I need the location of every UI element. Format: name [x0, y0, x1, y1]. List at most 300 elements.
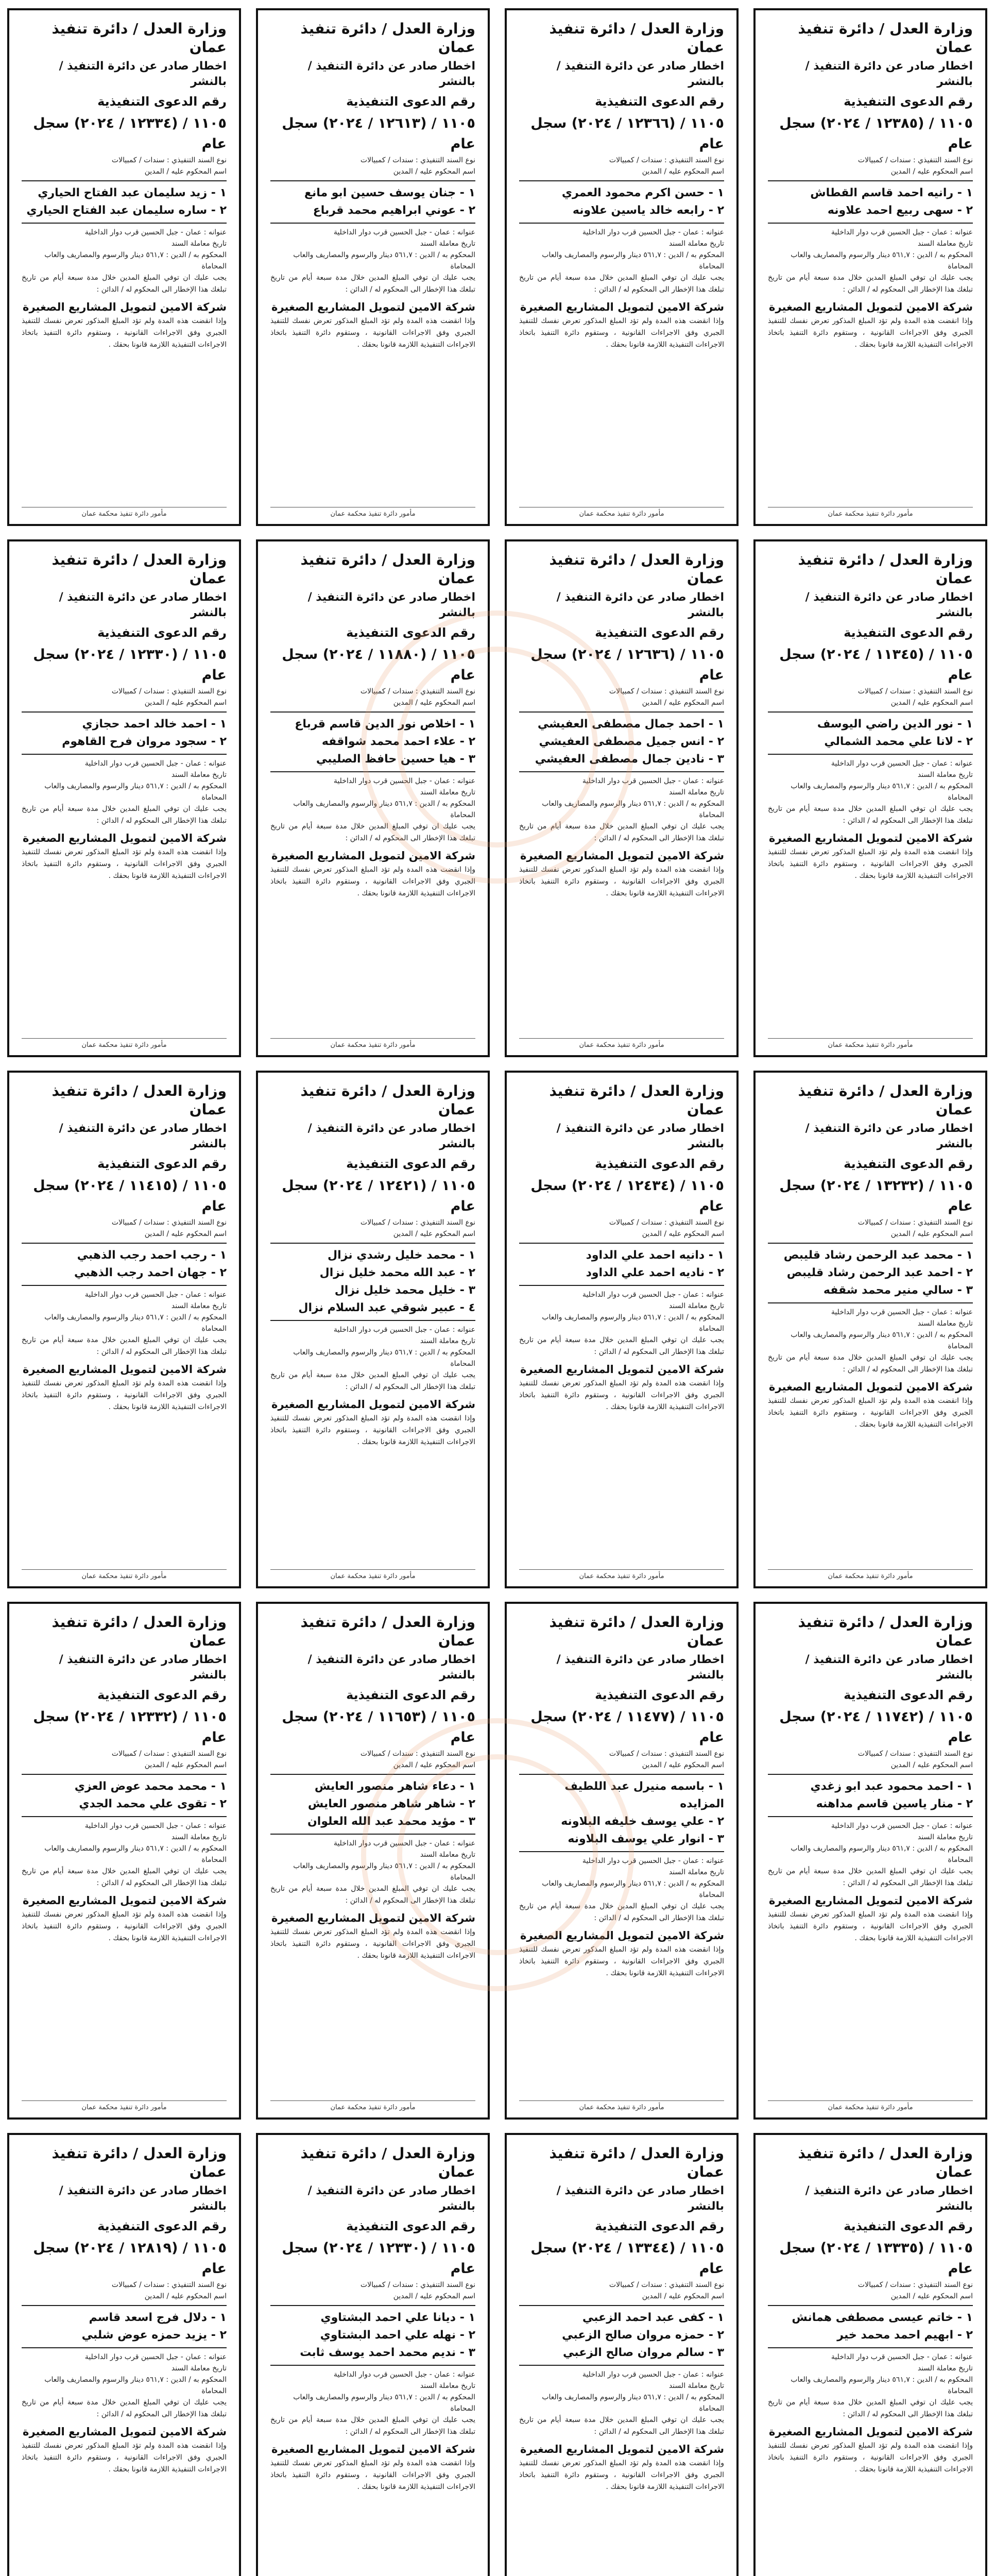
case-number-line [519, 113, 724, 155]
creditor-company: شركة الامين لتمويل المشاريع الصغيرة [271, 301, 475, 313]
case-number-line [22, 1176, 227, 1217]
case-number: ١١٠٥ / (١٢٣٣٠ / ٢٠٢٤) [74, 647, 227, 663]
debtor-name: ١ - نور الدين راضي اليوسف [817, 718, 973, 731]
body-text: يجب عليك ان توفي المبلغ المدين خلال مدة سبعة أيام من تاريخ تبلغك هذا الإخطار الى المحكوم له / الدائن : [22, 274, 227, 294]
divider [22, 711, 227, 713]
case-label: رقم الدعوى التنفيذية [844, 625, 973, 640]
debtor-name: ١ - رجب احمد رجب الذهبي [77, 1249, 227, 1262]
date-line: تاريخ معاملة السند [171, 771, 227, 779]
amount-line: المحكوم به / الدين : ٥٦١,٧ دينار والرسوم والمصاريف والعاب المحاماة [44, 1844, 227, 1864]
address-line: عنوانه : عمان - جبل الحسين قرب دوار الداخلية [333, 1839, 475, 1848]
divider [270, 711, 475, 713]
divider [519, 771, 724, 772]
debtor-names [519, 2309, 724, 2362]
debtor-name: ١ - احمد خالد احمد حجازي [82, 718, 227, 731]
amount-line: المحكوم به / الدين : ٥٦١,٧ دينار والرسوم والمصاريف والعاب المحاماة [542, 251, 724, 270]
debtor-names [519, 716, 724, 768]
debtor-name: ٣ - نديم محمد احمد يوسف ثابت [300, 2346, 475, 2359]
debtor-label: اسم المحكوم عليه / المدين [144, 699, 227, 707]
debtor-name: ٢ - انس جميل مصطفى العفيشي [539, 735, 724, 748]
amount-line: المحكوم به / الدين : ٥٦١,٧ دينار والرسوم والمصاريف والعاب المحاماة [44, 251, 227, 270]
creditor-company: شركة الامين لتمويل المشاريع الصغيرة [271, 2443, 475, 2455]
debtor-name: ٢ - ابهيم احمد محمد خير [837, 2329, 973, 2342]
body-text: يجب عليك ان توفي المبلغ المدين خلال مدة سبعة أيام من تاريخ تبلغك هذا الإخطار الى المحكوم له / الدائن : [768, 805, 973, 825]
notice-card [256, 539, 490, 1057]
debtor-names [768, 1247, 973, 1299]
notice-card [256, 2133, 490, 2576]
debtor-name: ٢ - علي يوسف خليفه البلاونه [561, 1815, 724, 1828]
notice-card [753, 2133, 987, 2576]
ministry-heading: وزارة العدل / دائرة تنفيذ عمان [549, 2145, 724, 2180]
body-text: يجب عليك ان توفي المبلغ المدين خلال مدة سبعة أيام من تاريخ تبلغك هذا الإخطار الى المحكوم له / الدائن : [519, 2416, 724, 2436]
date-line: تاريخ معاملة السند [171, 1302, 227, 1310]
notice-subheading: اخطار صادر عن دائرة التنفيذ / بالنشر [805, 2184, 973, 2213]
case-number-line [22, 1707, 227, 1748]
divider [22, 1285, 227, 1286]
address-line: عنوانه : عمان - جبل الحسين قرب دوار الداخلية [831, 2353, 973, 2361]
amount-line: المحكوم به / الدين : ٥٦١,٧ دينار والرسوم والمصاريف والعاب المحاماة [293, 1862, 475, 1882]
case-number-line [22, 645, 227, 686]
case-suffix: سجل عام [779, 115, 973, 152]
case-number: ١١٠٥ / (١٢٤٢١ / ٢٠٢٤) [322, 1178, 475, 1194]
debtor-label: اسم المحكوم عليه / المدين [890, 167, 973, 176]
amount-line: المحكوم به / الدين : ٥٦١,٧ دينار والرسوم والمصاريف والعاب المحاماة [791, 1844, 973, 1864]
case-number: ١١٠٥ / (١٣٣٤٤ / ٢٠٢٤) [571, 2240, 724, 2256]
debtor-names [22, 1778, 227, 1813]
ministry-heading: وزارة العدل / دائرة تنفيذ عمان [52, 20, 227, 56]
divider [270, 2365, 475, 2366]
ministry-heading: وزارة العدل / دائرة تنفيذ عمان [300, 551, 475, 587]
doc-type-line: نوع السند التنفيذي : سندات / كمبيالات [609, 1218, 724, 1227]
date-line: تاريخ معاملة السند [171, 1833, 227, 1841]
body-text: يجب عليك ان توفي المبلغ المدين خلال مدة سبعة أيام من تاريخ تبلغك هذا الإخطار الى المحكوم له / الدائن : [22, 1336, 227, 1356]
address-line: عنوانه : عمان - جبل الحسين قرب دوار الداخلية [831, 228, 973, 236]
ministry-heading: وزارة العدل / دائرة تنفيذ عمان [798, 20, 973, 56]
divider [22, 1816, 227, 1817]
creditor-company: شركة الامين لتمويل المشاريع الصغيرة [520, 301, 724, 313]
debtor-label: اسم المحكوم عليه / المدين [642, 1761, 724, 1769]
closing-text: وإذا انقضت هذه المدة ولم تؤد المبلغ المذكور تعرض نفسك للتنفيذ الجبري وفق الاجراءات القانونية ، وستقوم دائرة التنفيذ باتخاذ الاجراءات التنفيذية اللازمة قانونا بحقك . [519, 1945, 724, 1977]
debtor-name: ٢ - لانا علي محمد الشمالي [824, 735, 973, 748]
body-text: يجب عليك ان توفي المبلغ المدين خلال مدة سبعة أيام من تاريخ تبلغك هذا الإخطار الى المحكوم له / الدائن : [519, 274, 724, 294]
body-text: يجب عليك ان توفي المبلغ المدين خلال مدة سبعة أيام من تاريخ تبلغك هذا الإخطار الى المحكوم له / الدائن : [270, 2416, 475, 2436]
case-number: ١١٠٥ / (١١٧٤٢ / ٢٠٢٤) [820, 1709, 973, 1725]
debtor-name: ٢ - جهان احمد رجب الذهبي [74, 1266, 227, 1279]
case-suffix: سجل عام [282, 1178, 475, 1214]
case-label: رقم الدعوى التنفيذية [97, 94, 227, 109]
case-suffix: سجل عام [33, 1178, 227, 1214]
doc-type-line: نوع السند التنفيذي : سندات / كمبيالات [360, 687, 475, 696]
debtor-names [768, 2309, 973, 2344]
case-number: ١١٠٥ / (١٣٢٣٢ / ٢٠٢٤) [820, 1178, 973, 1194]
ministry-heading: وزارة العدل / دائرة تنفيذ عمان [52, 1614, 227, 1649]
closing-text: وإذا انقضت هذه المدة ولم تؤد المبلغ المذكور تعرض نفسك للتنفيذ الجبري وفق الاجراءات القانونية ، وستقوم دائرة التنفيذ باتخاذ الاجراءات التنفيذية اللازمة قانونا بحقك . [768, 1397, 973, 1429]
divider [22, 1774, 227, 1775]
debtor-names [270, 2309, 475, 2362]
debtor-name: ٣ - نادين جمال مصطفى العفيشي [535, 753, 724, 766]
creditor-company: شركة الامين لتمويل المشاريع الصغيرة [769, 1894, 973, 1907]
debtor-name: ٢ - ناديه احمد علي الداود [586, 1266, 724, 1279]
case-label: رقم الدعوى التنفيذية [346, 2219, 475, 2233]
divider [519, 1285, 724, 1286]
creditor-company: شركة الامين لتمويل المشاريع الصغيرة [769, 2426, 973, 2438]
divider [270, 1243, 475, 1244]
date-line: تاريخ معاملة السند [917, 240, 973, 248]
debtor-name: ١ - حسن اكرم محمود العمري [561, 187, 724, 199]
date-line: تاريخ معاملة السند [171, 2364, 227, 2372]
debtor-name: ١ - احمد جمال مصطفى العفيشي [537, 718, 724, 731]
doc-type-line: نوع السند التنفيذي : سندات / كمبيالات [360, 156, 475, 164]
amount-line: المحكوم به / الدين : ٥٦١,٧ دينار والرسوم والمصاريف والعاب المحاماة [542, 1879, 724, 1899]
debtor-names [519, 184, 724, 219]
debtor-name: ٢ - احمد عبد الرحمن رشاد قليبص [786, 1266, 973, 1279]
debtor-label: اسم المحكوم عليه / المدين [393, 1761, 475, 1769]
divider [270, 2305, 475, 2306]
case-label: رقم الدعوى التنفيذية [595, 2219, 724, 2233]
notice-card [753, 8, 987, 526]
amount-line: المحكوم به / الدين : ٥٦١,٧ دينار والرسوم والمصاريف والعاب المحاماة [791, 782, 973, 802]
divider [270, 1834, 475, 1835]
debtor-name: ١ - اخلاص نور الدين قاسم قرباع [295, 718, 475, 731]
creditor-company: شركة الامين لتمويل المشاريع الصغيرة [769, 1381, 973, 1393]
notice-subheading: اخطار صادر عن دائرة التنفيذ / بالنشر [805, 60, 973, 88]
divider [519, 1774, 724, 1775]
debtor-name: ٣ - سالي منير محمد شقفه [823, 1284, 973, 1297]
divider [22, 1243, 227, 1244]
body-text: يجب عليك ان توفي المبلغ المدين خلال مدة سبعة أيام من تاريخ تبلغك هذا الإخطار الى المحكوم له / الدائن : [768, 1353, 973, 1374]
divider [22, 180, 227, 181]
debtor-label: اسم المحكوم عليه / المدين [144, 1761, 227, 1769]
ministry-heading: وزارة العدل / دائرة تنفيذ عمان [549, 20, 724, 56]
debtor-name: ١ - ديانا علي احمد البشتاوي [320, 2311, 475, 2324]
debtor-names [22, 716, 227, 751]
debtor-name: ١ - دانيه احمد علي الداود [586, 1249, 724, 1262]
date-line: تاريخ معاملة السند [420, 1337, 475, 1345]
doc-type-line: نوع السند التنفيذي : سندات / كمبيالات [360, 1218, 475, 1227]
case-suffix: سجل عام [33, 115, 227, 152]
divider [768, 711, 973, 713]
creditor-company: شركة الامين لتمويل المشاريع الصغيرة [520, 1929, 724, 1942]
date-line: تاريخ معاملة السند [420, 240, 475, 248]
notice-card [753, 539, 987, 1057]
notice-subheading: اخطار صادر عن دائرة التنفيذ / بالنشر [307, 60, 475, 88]
case-label: رقم الدعوى التنفيذية [595, 94, 724, 109]
notice-subheading: اخطار صادر عن دائرة التنفيذ / بالنشر [59, 1122, 227, 1150]
notice-subheading: اخطار صادر عن دائرة التنفيذ / بالنشر [556, 60, 724, 88]
divider [270, 1774, 475, 1775]
divider [22, 754, 227, 755]
case-suffix: سجل عام [33, 2240, 227, 2277]
notice-card [505, 539, 739, 1057]
ministry-heading: وزارة العدل / دائرة تنفيذ عمان [300, 2145, 475, 2180]
debtor-names [270, 184, 475, 219]
debtor-name: ٢ - ساره سليمان عبد الفتاح الحياري [26, 204, 227, 217]
body-text: يجب عليك ان توفي المبلغ المدين خلال مدة سبعة أيام من تاريخ تبلغك هذا الإخطار الى المحكوم له / الدائن : [768, 2398, 973, 2418]
case-number-line [519, 1707, 724, 1748]
creditor-company: شركة الامين لتمويل المشاريع الصغيرة [769, 832, 973, 844]
notice-card [505, 2133, 739, 2576]
date-line: تاريخ معاملة السند [668, 788, 724, 796]
case-suffix: سجل عام [530, 115, 724, 152]
creditor-company: شركة الامين لتمويل المشاريع الصغيرة [23, 832, 227, 844]
divider [519, 2365, 724, 2366]
creditor-company: شركة الامين لتمويل المشاريع الصغيرة [520, 2443, 724, 2455]
closing-text: وإذا انقضت هذه المدة ولم تؤد المبلغ المذكور تعرض نفسك للتنفيذ الجبري وفق الاجراءات القانونية ، وستقوم دائرة التنفيذ باتخاذ الاجراءات التنفيذية اللازمة قانونا بحقك . [270, 1414, 475, 1446]
ministry-heading: وزارة العدل / دائرة تنفيذ عمان [549, 1082, 724, 1118]
closing-text: وإذا انقضت هذه المدة ولم تؤد المبلغ المذكور تعرض نفسك للتنفيذ الجبري وفق الاجراءات القانونية ، وستقوم دائرة التنفيذ باتخاذ الاجراءات التنفيذية اللازمة قانونا بحقك . [270, 1928, 475, 1960]
divider [22, 223, 227, 224]
creditor-company: شركة الامين لتمويل المشاريع الصغيرة [23, 301, 227, 313]
debtor-label: اسم المحكوم عليه / المدين [144, 1230, 227, 1238]
amount-line: المحكوم به / الدين : ٥٦١,٧ دينار والرسوم والمصاريف والعاب المحاماة [791, 251, 973, 270]
date-line: تاريخ معاملة السند [917, 771, 973, 779]
case-label: رقم الدعوى التنفيذية [346, 1688, 475, 1702]
ministry-heading: وزارة العدل / دائرة تنفيذ عمان [52, 551, 227, 587]
address-line: عنوانه : عمان - جبل الحسين قرب دوار الداخلية [333, 777, 475, 785]
address-line: عنوانه : عمان - جبل الحسين قرب دوار الداخلية [333, 2370, 475, 2379]
amount-line: المحكوم به / الدين : ٥٦١,٧ دينار والرسوم والمصاريف والعاب المحاماة [44, 782, 227, 802]
amount-line: المحكوم به / الدين : ٥٦١,٧ دينار والرسوم والمصاريف والعاب المحاماة [293, 251, 475, 270]
notice-card [256, 1071, 490, 1588]
case-number-line [768, 2238, 973, 2279]
debtor-names [270, 1778, 475, 1831]
notice-subheading: اخطار صادر عن دائرة التنفيذ / بالنشر [307, 1653, 475, 1682]
debtor-label: اسم المحكوم عليه / المدين [393, 167, 475, 176]
divider [768, 1774, 973, 1775]
date-line: تاريخ معاملة السند [171, 240, 227, 248]
divider [768, 1816, 973, 1817]
case-number: ١١٠٥ / (١١٣٤٥ / ٢٠٢٤) [820, 647, 973, 663]
case-number-line [22, 113, 227, 155]
body-text: يجب عليك ان توفي المبلغ المدين خلال مدة سبعة أيام من تاريخ تبلغك هذا الإخطار الى المحكوم له / الدائن : [22, 2398, 227, 2418]
divider [270, 223, 475, 224]
case-number-line [768, 1176, 973, 1217]
debtor-label: اسم المحكوم عليه / المدين [642, 1230, 724, 1238]
closing-text: وإذا انقضت هذه المدة ولم تؤد المبلغ المذكور تعرض نفسك للتنفيذ الجبري وفق الاجراءات القانونية ، وستقوم دائرة التنفيذ باتخاذ الاجراءات التنفيذية اللازمة قانونا بحقك . [22, 2442, 227, 2473]
notice-footer: مأمور دائرة تنفيذ محكمة عمان [768, 1569, 973, 1581]
notice-card [505, 1071, 739, 1588]
creditor-company: شركة الامين لتمويل المشاريع الصغيرة [23, 1363, 227, 1376]
case-label: رقم الدعوى التنفيذية [97, 1157, 227, 1171]
notice-footer: مأمور دائرة تنفيذ محكمة عمان [270, 2100, 475, 2112]
doc-type-line: نوع السند التنفيذي : سندات / كمبيالات [609, 1750, 724, 1758]
divider [768, 223, 973, 224]
case-number-line [22, 2238, 227, 2279]
notice-subheading: اخطار صادر عن دائرة التنفيذ / بالنشر [556, 591, 724, 619]
body-text: يجب عليك ان توفي المبلغ المدين خلال مدة سبعة أيام من تاريخ تبلغك هذا الإخطار الى المحكوم له / الدائن : [768, 1867, 973, 1887]
body-text: يجب عليك ان توفي المبلغ المدين خلال مدة سبعة أيام من تاريخ تبلغك هذا الإخطار الى المحكوم له / الدائن : [270, 1371, 475, 1391]
case-number-line [270, 645, 475, 686]
debtor-names [270, 1247, 475, 1317]
date-line: تاريخ معاملة السند [668, 240, 724, 248]
debtor-label: اسم المحكوم عليه / المدين [393, 2292, 475, 2300]
case-suffix: سجل عام [530, 1709, 724, 1745]
closing-text: وإذا انقضت هذه المدة ولم تؤد المبلغ المذكور تعرض نفسك للتنفيذ الجبري وفق الاجراءات القانونية ، وستقوم دائرة التنفيذ باتخاذ الاجراءات التنفيذية اللازمة قانونا بحقك . [768, 848, 973, 880]
notice-card [753, 1602, 987, 2120]
ministry-heading: وزارة العدل / دائرة تنفيذ عمان [798, 1082, 973, 1118]
notice-card [7, 2133, 241, 2576]
body-text: يجب عليك ان توفي المبلغ المدين خلال مدة سبعة أيام من تاريخ تبلغك هذا الإخطار الى المحكوم له / الدائن : [768, 274, 973, 294]
debtor-names [768, 184, 973, 219]
case-number-line [768, 1707, 973, 1748]
doc-type-line: نوع السند التنفيذي : سندات / كمبيالات [857, 2281, 973, 2289]
debtor-name: ٢ - حمزه مروان صالح الزعبي [562, 2329, 724, 2342]
amount-line: المحكوم به / الدين : ٥٦١,٧ دينار والرسوم والمصاريف والعاب المحاماة [293, 800, 475, 819]
debtor-name: ١ - جنان يوسف حسين ابو مانع [304, 187, 475, 199]
body-text: يجب عليك ان توفي المبلغ المدين خلال مدة سبعة أيام من تاريخ تبلغك هذا الإخطار الى المحكوم له / الدائن : [22, 1867, 227, 1887]
notice-card [256, 8, 490, 526]
divider [519, 2305, 724, 2306]
debtor-label: اسم المحكوم عليه / المدين [144, 2292, 227, 2300]
case-suffix: سجل عام [33, 647, 227, 683]
debtor-names [22, 1247, 227, 1282]
closing-text: وإذا انقضت هذه المدة ولم تؤد المبلغ المذكور تعرض نفسك للتنفيذ الجبري وفق الاجراءات القانونية ، وستقوم دائرة التنفيذ باتخاذ الاجراءات التنفيذية اللازمة قانونا بحقك . [519, 2459, 724, 2491]
notice-footer: مأمور دائرة تنفيذ محكمة عمان [519, 2100, 724, 2112]
debtor-names [270, 716, 475, 768]
doc-type-line: نوع السند التنفيذي : سندات / كمبيالات [360, 1750, 475, 1758]
address-line: عنوانه : عمان - جبل الحسين قرب دوار الداخلية [831, 759, 973, 768]
notice-card [7, 539, 241, 1057]
case-number: ١١٠٥ / (١١٦٥٣ / ٢٠٢٤) [322, 1709, 475, 1725]
debtor-name: ٢ - سهى ربيع احمد علاونه [827, 204, 973, 217]
debtor-name: ٢ - عبد الله محمد خليل نزال [319, 1266, 475, 1279]
debtor-name: ١ - دعاء شاهر منصور العايش [314, 1780, 475, 1793]
ministry-heading: وزارة العدل / دائرة تنفيذ عمان [300, 20, 475, 56]
debtor-name: ١ - محمد محمد عوض العزي [74, 1780, 227, 1793]
case-number: ١١٠٥ / (١٢٣٨٥ / ٢٠٢٤) [820, 115, 973, 131]
address-line: عنوانه : عمان - جبل الحسين قرب دوار الداخلية [84, 759, 227, 768]
divider [768, 1243, 973, 1244]
ministry-heading: وزارة العدل / دائرة تنفيذ عمان [52, 2145, 227, 2180]
divider [519, 180, 724, 181]
debtor-names [22, 2309, 227, 2344]
ministry-heading: وزارة العدل / دائرة تنفيذ عمان [798, 2145, 973, 2180]
debtor-label: اسم المحكوم عليه / المدين [890, 1230, 973, 1238]
case-label: رقم الدعوى التنفيذية [346, 94, 475, 109]
case-suffix: سجل عام [779, 1709, 973, 1745]
address-line: عنوانه : عمان - جبل الحسين قرب دوار الداخلية [333, 1326, 475, 1334]
case-label: رقم الدعوى التنفيذية [844, 2219, 973, 2233]
ministry-heading: وزارة العدل / دائرة تنفيذ عمان [798, 1614, 973, 1649]
divider [768, 754, 973, 755]
divider [270, 771, 475, 772]
closing-text: وإذا انقضت هذه المدة ولم تؤد المبلغ المذكور تعرض نفسك للتنفيذ الجبري وفق الاجراءات القانونية ، وستقوم دائرة التنفيذ باتخاذ الاجراءات التنفيذية اللازمة قانونا بحقك . [22, 848, 227, 880]
closing-text: وإذا انقضت هذه المدة ولم تؤد المبلغ المذكور تعرض نفسك للتنفيذ الجبري وفق الاجراءات القانونية ، وستقوم دائرة التنفيذ باتخاذ الاجراءات التنفيذية اللازمة قانونا بحقك . [519, 317, 724, 349]
divider [519, 1243, 724, 1244]
closing-text: وإذا انقضت هذه المدة ولم تؤد المبلغ المذكور تعرض نفسك للتنفيذ الجبري وفق الاجراءات القانونية ، وستقوم دائرة التنفيذ باتخاذ الاجراءات التنفيذية اللازمة قانونا بحقك . [22, 317, 227, 349]
debtor-label: اسم المحكوم عليه / المدين [393, 699, 475, 707]
notice-footer: مأمور دائرة تنفيذ محكمة عمان [22, 2100, 227, 2112]
case-number-line [270, 1707, 475, 1748]
debtor-name: ١ - رانيه احمد قاسم القطاش [810, 187, 973, 199]
closing-text: وإذا انقضت هذه المدة ولم تؤد المبلغ المذكور تعرض نفسك للتنفيذ الجبري وفق الاجراءات القانونية ، وستقوم دائرة التنفيذ باتخاذ الاجراءات التنفيذية اللازمة قانونا بحقك . [519, 1379, 724, 1411]
notice-subheading: اخطار صادر عن دائرة التنفيذ / بالنشر [59, 60, 227, 88]
closing-text: وإذا انقضت هذه المدة ولم تؤد المبلغ المذكور تعرض نفسك للتنفيذ الجبري وفق الاجراءات القانونية ، وستقوم دائرة التنفيذ باتخاذ الاجراءات التنفيذية اللازمة قانونا بحقك . [22, 1379, 227, 1411]
doc-type-line: نوع السند التنفيذي : سندات / كمبيالات [111, 156, 227, 164]
amount-line: المحكوم به / الدين : ٥٦١,٧ دينار والرسوم والمصاريف والعاب المحاماة [542, 2393, 724, 2413]
debtor-names [768, 1778, 973, 1813]
closing-text: وإذا انقضت هذه المدة ولم تؤد المبلغ المذكور تعرض نفسك للتنفيذ الجبري وفق الاجراءات القانونية ، وستقوم دائرة التنفيذ باتخاذ الاجراءات التنفيذية اللازمة قانونا بحقك . [768, 317, 973, 349]
case-suffix: سجل عام [779, 1178, 973, 1214]
doc-type-line: نوع السند التنفيذي : سندات / كمبيالات [857, 156, 973, 164]
doc-type-line: نوع السند التنفيذي : سندات / كمبيالات [111, 1750, 227, 1758]
debtor-name: ١ - كفى عبد احمد الزعبي [582, 2311, 724, 2324]
closing-text: وإذا انقضت هذه المدة ولم تؤد المبلغ المذكور تعرض نفسك للتنفيذ الجبري وفق الاجراءات القانونية ، وستقوم دائرة التنفيذ باتخاذ الاجراءات التنفيذية اللازمة قانونا بحقك . [768, 2442, 973, 2473]
case-label: رقم الدعوى التنفيذية [97, 625, 227, 640]
address-line: عنوانه : عمان - جبل الحسين قرب دوار الداخلية [582, 777, 724, 785]
case-number: ١١٠٥ / (١٢٨١٩ / ٢٠٢٤) [74, 2240, 227, 2256]
creditor-company: شركة الامين لتمويل المشاريع الصغيرة [271, 850, 475, 862]
amount-line: المحكوم به / الدين : ٥٦١,٧ دينار والرسوم والمصاريف والعاب المحاماة [791, 2376, 973, 2395]
date-line: تاريخ معاملة السند [917, 1833, 973, 1841]
case-suffix: سجل عام [282, 2240, 475, 2277]
doc-type-line: نوع السند التنفيذي : سندات / كمبيالات [360, 2281, 475, 2289]
doc-type-line: نوع السند التنفيذي : سندات / كمبيالات [857, 687, 973, 696]
notice-footer: مأمور دائرة تنفيذ محكمة عمان [519, 507, 724, 519]
debtor-name: ٢ - سجود مروان فرح القاهوم [62, 735, 227, 748]
case-number-line [270, 2238, 475, 2279]
closing-text: وإذا انقضت هذه المدة ولم تؤد المبلغ المذكور تعرض نفسك للتنفيذ الجبري وفق الاجراءات القانونية ، وستقوم دائرة التنفيذ باتخاذ الاجراءات التنفيذية اللازمة قانونا بحقك . [270, 2459, 475, 2491]
debtor-name: ١ - خاتم عيسى مصطفى همانش [792, 2311, 973, 2324]
closing-text: وإذا انقضت هذه المدة ولم تؤد المبلغ المذكور تعرض نفسك للتنفيذ الجبري وفق الاجراءات القانونية ، وستقوم دائرة التنفيذ باتخاذ الاجراءات التنفيذية اللازمة قانونا بحقك . [519, 866, 724, 897]
debtor-names [519, 1778, 724, 1848]
ministry-heading: وزارة العدل / دائرة تنفيذ عمان [300, 1082, 475, 1118]
debtor-label: اسم المحكوم عليه / المدين [642, 699, 724, 707]
debtor-name: ١ - زيد سليمان عبد الفتاح الحياري [38, 187, 227, 199]
address-line: عنوانه : عمان - جبل الحسين قرب دوار الداخلية [333, 228, 475, 236]
debtor-name: ٣ - هيا حسين حافظ الصليبي [316, 753, 475, 766]
case-number: ١١٠٥ / (١١٤١٥ / ٢٠٢٤) [74, 1178, 227, 1194]
amount-line: المحكوم به / الدين : ٥٦١,٧ دينار والرسوم والمصاريف والعاب المحاماة [44, 2376, 227, 2395]
case-suffix: سجل عام [282, 1709, 475, 1745]
notice-footer: مأمور دائرة تنفيذ محكمة عمان [270, 1038, 475, 1050]
notice-subheading: اخطار صادر عن دائرة التنفيذ / بالنشر [556, 2184, 724, 2213]
case-suffix: سجل عام [779, 647, 973, 683]
case-suffix: سجل عام [530, 647, 724, 683]
doc-type-line: نوع السند التنفيذي : سندات / كمبيالات [111, 1218, 227, 1227]
case-number-line [270, 113, 475, 155]
date-line: تاريخ معاملة السند [420, 1851, 475, 1859]
case-number: ١١٠٥ / (١٢٤٣٤ / ٢٠٢٤) [571, 1178, 724, 1194]
doc-type-line: نوع السند التنفيذي : سندات / كمبيالات [609, 156, 724, 164]
debtor-name: ٢ - نهله علي احمد البشتاوي [320, 2329, 475, 2342]
debtor-name: ٣ - سالم مروان صالح الزعبي [563, 2346, 724, 2359]
address-line: عنوانه : عمان - جبل الحسين قرب دوار الداخلية [84, 2353, 227, 2361]
notice-footer: مأمور دائرة تنفيذ محكمة عمان [270, 1569, 475, 1581]
case-label: رقم الدعوى التنفيذية [346, 625, 475, 640]
doc-type-line: نوع السند التنفيذي : سندات / كمبيالات [111, 687, 227, 696]
notice-footer: مأمور دائرة تنفيذ محكمة عمان [22, 1569, 227, 1581]
debtor-names [768, 716, 973, 751]
case-number: ١١٠٥ / (١٢٦١٣ / ٢٠٢٤) [322, 115, 475, 131]
closing-text: وإذا انقضت هذه المدة ولم تؤد المبلغ المذكور تعرض نفسك للتنفيذ الجبري وفق الاجراءات القانونية ، وستقوم دائرة التنفيذ باتخاذ الاجراءات التنفيذية اللازمة قانونا بحقك . [270, 866, 475, 897]
case-number: ١١٠٥ / (١٢٦٣٦ / ٢٠٢٤) [571, 647, 724, 663]
debtor-name: ١ - محمد خليل رشدي نزال [328, 1249, 475, 1262]
debtor-label: اسم المحكوم عليه / المدين [144, 167, 227, 176]
notice-footer: مأمور دائرة تنفيذ محكمة عمان [22, 507, 227, 519]
divider [768, 2305, 973, 2306]
amount-line: المحكوم به / الدين : ٥٦١,٧ دينار والرسوم والمصاريف والعاب المحاماة [542, 800, 724, 819]
body-text: يجب عليك ان توفي المبلغ المدين خلال مدة سبعة أيام من تاريخ تبلغك هذا الإخطار الى المحكوم له / الدائن : [519, 822, 724, 842]
debtor-name: ٢ - تقوى علي محمد الجدي [79, 1798, 227, 1810]
doc-type-line: نوع السند التنفيذي : سندات / كمبيالات [857, 1750, 973, 1758]
notice-subheading: اخطار صادر عن دائرة التنفيذ / بالنشر [805, 591, 973, 619]
notice-subheading: اخطار صادر عن دائرة التنفيذ / بالنشر [59, 2184, 227, 2213]
amount-line: المحكوم به / الدين : ٥٦١,٧ دينار والرسوم والمصاريف والعاب المحاماة [293, 2393, 475, 2413]
debtor-name: ١ - احمد محمود عبد ابو زغدي [810, 1780, 973, 1793]
notices-grid [7, 8, 988, 2576]
notice-subheading: اخطار صادر عن دائرة التنفيذ / بالنشر [556, 1653, 724, 1682]
